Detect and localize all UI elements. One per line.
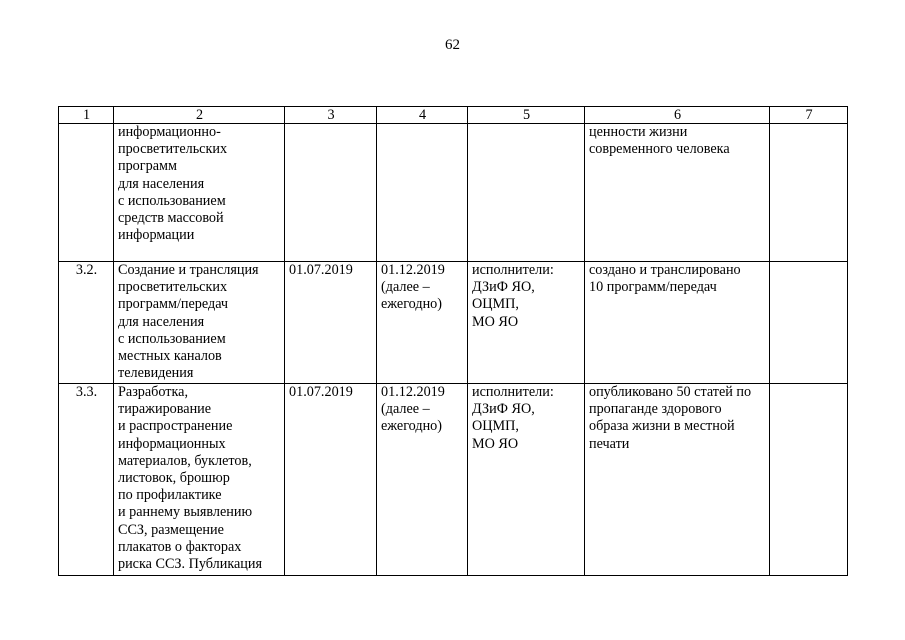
end-date-cell	[377, 124, 468, 262]
note-cell	[770, 384, 848, 576]
start-date-cell: 01.07.2019	[285, 384, 377, 576]
header-col-6: 6	[585, 107, 770, 124]
header-col-2: 2	[114, 107, 285, 124]
result-cell: ценности жизни современного человека	[585, 124, 770, 262]
note-cell	[770, 262, 848, 384]
plan-table	[58, 106, 848, 576]
executors-cell: исполнители: ДЗиФ ЯО, ОЦМП, МО ЯО	[468, 262, 585, 384]
table-row	[59, 262, 848, 384]
page-number: 62	[445, 37, 460, 53]
header-col-1: 1	[59, 107, 114, 124]
result-cell: создано и транслировано 10 программ/передач	[585, 262, 770, 384]
executors-cell: исполнители: ДЗиФ ЯО, ОЦМП, МО ЯО	[468, 384, 585, 576]
table-header-row	[59, 107, 848, 124]
table-row	[59, 384, 848, 576]
header-col-4: 4	[377, 107, 468, 124]
end-date-cell: 01.12.2019 (далее – ежегодно)	[377, 384, 468, 576]
activity-cell: информационно- просветительских программ для населения с использованием средств массовой информации	[114, 124, 285, 262]
end-date-cell: 01.12.2019 (далее – ежегодно)	[377, 262, 468, 384]
result-cell: опубликовано 50 статей по пропаганде здорового образа жизни в местной печати	[585, 384, 770, 576]
row-number: 3.3.	[59, 384, 114, 576]
executors-cell	[468, 124, 585, 262]
start-date-cell: 01.07.2019	[285, 262, 377, 384]
header-col-7: 7	[770, 107, 848, 124]
header-col-5: 5	[468, 107, 585, 124]
row-number	[59, 124, 114, 262]
row-number: 3.2.	[59, 262, 114, 384]
table-row	[59, 124, 848, 262]
activity-cell: Разработка, тиражирование и распространение информационных материалов, буклетов, листовок, брошюр по профилактике и раннему выявлению ССЗ, размещение плакатов о факторах риска ССЗ. Публикация	[114, 384, 285, 576]
start-date-cell	[285, 124, 377, 262]
header-col-3: 3	[285, 107, 377, 124]
activity-cell: Создание и трансляция просветительских программ/передач для населения с использованием местных каналов телевидения	[114, 262, 285, 384]
note-cell	[770, 124, 848, 262]
